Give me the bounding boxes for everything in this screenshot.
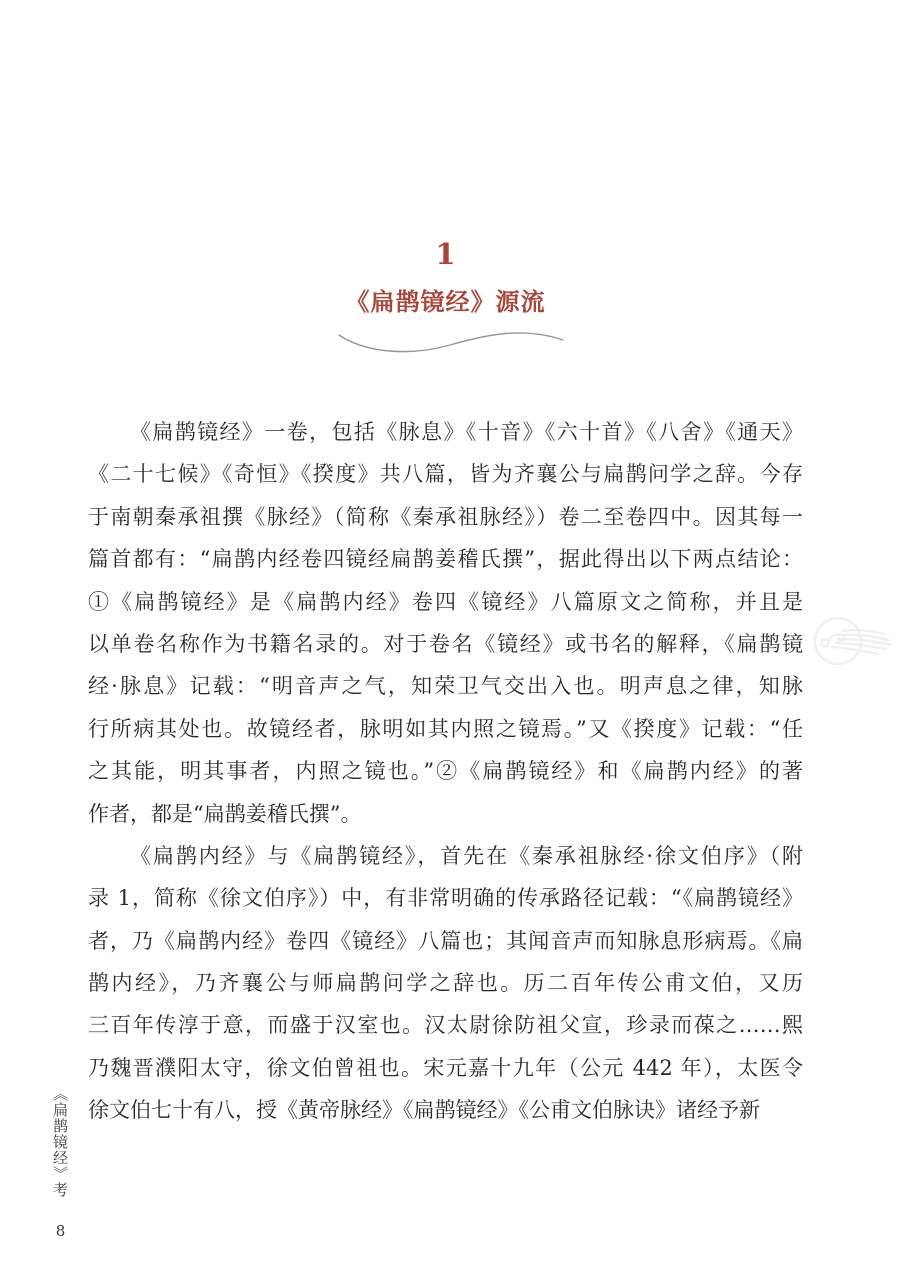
chapter-number: 1 xyxy=(435,237,456,271)
body-line: 之其能，明其事者，内照之镜也。”②《扁鹊镜经》和《扁鹊内经》的著 xyxy=(88,759,803,784)
body-text xyxy=(88,411,803,1132)
running-title-vertical: 《扁鹊镜经》考 xyxy=(51,1086,69,1198)
body-line: 《扁鹊内经》与《扁鹊镜经》，首先在《秦承祖脉经·徐文伯序》（附 xyxy=(130,843,803,868)
body-line: 三百年传淳于意，而盛于汉室也。汉太尉徐防祖父宣，珍录而葆之……熙 xyxy=(88,1013,803,1038)
body-line: 徐文伯七十有八，授《黄帝脉经》《扁鹊镜经》《公甫文伯脉诀》诸经予新 xyxy=(88,1098,760,1123)
page-number: 8 xyxy=(55,1222,66,1240)
body-line: ①《扁鹊镜经》是《扁鹊内经》卷四《镜经》八篇原文之简称，并且是 xyxy=(88,589,803,614)
body-line: 《扁鹊镜经》一卷，包括《脉息》《十音》《六十首》《八舍》《通天》 xyxy=(130,420,803,444)
wave-flourish-icon xyxy=(336,324,566,360)
body-line: 作者，都是“扁鹊姜稽氏撰”。 xyxy=(88,801,362,826)
body-line: 以单卷名称作为书籍名录的。对于卷名《镜经》或书名的解释，《扁鹊镜 xyxy=(88,631,803,656)
body-line: 于南朝秦承祖撰《脉经》（简称《秦承祖脉经》）卷二至卷四中。因其每一 xyxy=(88,504,803,529)
publisher-watermark-icon xyxy=(812,616,894,670)
body-line: 经·脉息》记载：“明音声之气，知荣卫气交出入也。明声息之律，知脉 xyxy=(88,674,803,699)
body-line: 录 1，简称《徐文伯序》）中，有非常明确的传承路径记载：“《扁鹊镜经》 xyxy=(88,886,803,911)
body-line: 行所病其处也。故镜经者，脉明如其内照之镜焉。”又《揆度》记载：“任 xyxy=(88,716,803,741)
body-line: 鹊内经》，乃齐襄公与师扁鹊问学之辞也。历二百年传公甫文伯，又历 xyxy=(88,971,803,996)
body-line: 篇首都有：“扁鹊内经卷四镜经扁鹊姜稽氏撰”，据此得出以下两点结论： xyxy=(88,547,803,572)
body-line: 乃魏晋濮阳太守，徐文伯曾祖也。宋元嘉十九年（公元 442 年），太医令 xyxy=(88,1055,803,1080)
body-line: 者，乃《扁鹊内经》卷四《镜经》八篇也；其闻音声而知脉息形病焉。《扁 xyxy=(88,928,803,953)
body-line: 《二十七候》《奇恒》《揆度》共八篇，皆为齐襄公与扁鹊问学之辞。今存 xyxy=(88,462,803,487)
chapter-title: 《扁鹊镜经》源流 xyxy=(345,287,546,316)
